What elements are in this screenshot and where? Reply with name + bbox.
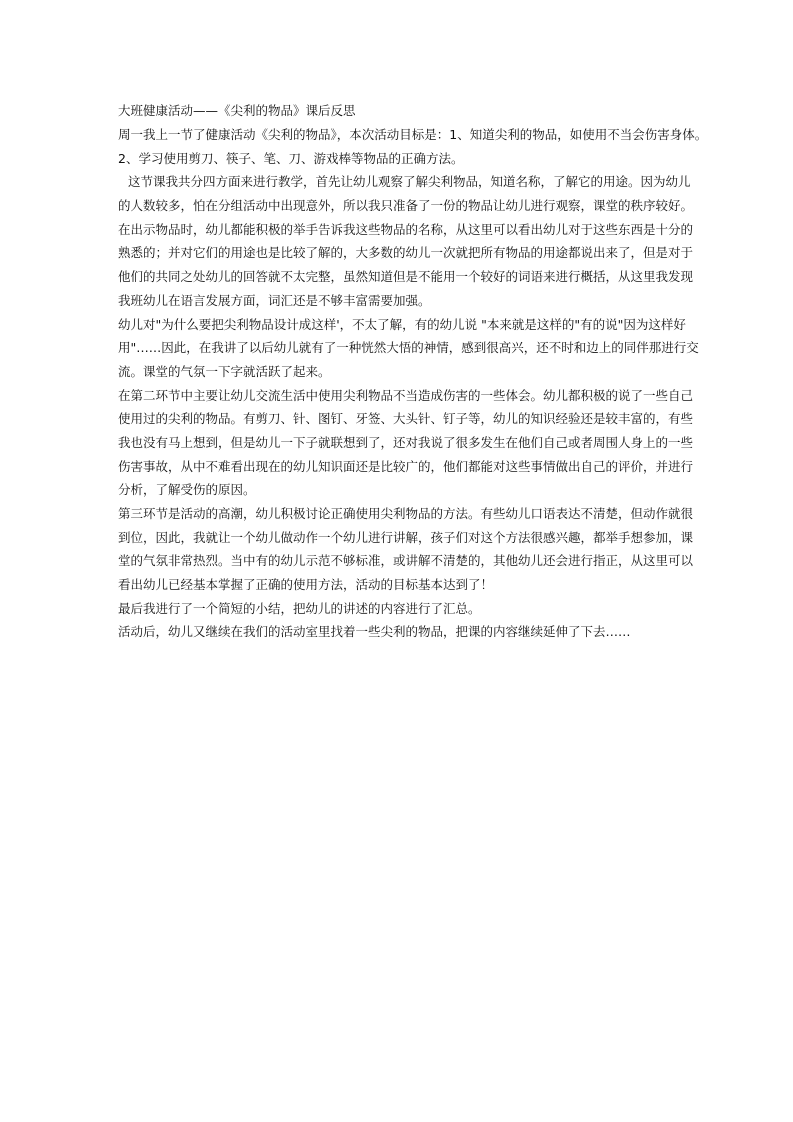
text-line: 看出幼儿已经基本掌握了正确的使用方法，活动的目标基本达到了！	[118, 577, 494, 593]
text-line: 使用过的尖利的物品。有剪刀、针、图钉、牙签、大头针、钉子等，幼儿的知识经验还是较丰富的，有些	[118, 411, 694, 427]
paragraph-design	[118, 313, 699, 384]
text-line: 分析，了解受伤的原因。	[118, 482, 256, 498]
text-line: 在出示物品时，幼儿都能积极的举手告诉我这些物品的名称，从这里可以看出幼儿对于这些东西是十分的	[118, 221, 694, 237]
text-line: 我班幼儿在语言发展方面，词汇还是不够丰富需要加强。	[118, 292, 431, 308]
text-line: 流。课堂的气氛一下字就活跃了起来。	[118, 363, 331, 379]
text-line: 幼儿对"为什么要把尖利物品设计成这样'，不太了解，有的幼儿说 "本来就是这样的"有的说"因为这样好	[118, 316, 686, 332]
text-line: 周一我上一节了健康活动《尖利的物品》，本次活动目标是：1、知道尖利的物品，如使用不当会伤害身体。	[118, 127, 708, 142]
text-line: 活动后，幼儿又继续在我们的活动室里找着一些尖利的物品，把课的内容继续延伸了下去……	[118, 624, 631, 640]
text-line: 用"……因此，在我讲了以后幼儿就有了一种恍然大悟的神情，感到很高兴，还不时和边上的同伴那进行交	[118, 340, 699, 356]
text-line: 他们的共同之处幼儿的回答就不太完整，虽然知道但是不能用一个较好的词语来进行概括，从这里我发现	[118, 269, 694, 285]
text-line: 2、学习使用剪刀、筷子、笔、刀、游戏棒等物品的正确方法。	[118, 150, 464, 166]
text-line: 我也没有马上想到，但是幼儿一下子就联想到了，还对我说了很多发生在他们自己或者周围人身上的一些	[118, 434, 694, 450]
text-line: 第三环节是活动的高潮，幼儿积极讨论正确使用尖利物品的方法。有些幼儿口语表达不清楚，但动作就很	[118, 506, 694, 521]
text-line: 熟悉的；并对它们的用途也是比较了解的，大多数的幼儿一次就把所有物品的用途都说出来了，但是对于	[118, 245, 694, 261]
paragraph-second-section	[118, 384, 694, 502]
paragraph-extension	[118, 620, 678, 644]
text-line: 的人数较多，怕在分组活动中出现意外，所以我只准备了一份的物品让幼儿进行观察，课堂的秩序较好。	[118, 198, 694, 214]
text-line: 堂的气氛非常热烈。当中有的幼儿示范不够标准，或讲解不清楚的，其他幼儿还会进行指正，从这里可以	[118, 553, 694, 569]
document-title: 大班健康活动——《尖利的物品》课后反思	[118, 103, 356, 118]
text-line: 这节课我共分四方面来进行教学，首先让幼儿观察了解尖利物品，知道名称，了解它的用途。因为幼儿	[128, 174, 691, 190]
text-line: 伤害事故，从中不难看出现在的幼儿知识面还是比较广的，他们都能对这些事情做出自己的评价，并进行	[118, 458, 694, 474]
paragraph-goals	[118, 123, 708, 170]
text-line: 最后我进行了一个简短的小结，把幼儿的讲述的内容进行了汇总。	[118, 600, 481, 616]
document-body	[118, 100, 708, 644]
paragraph-summary	[118, 597, 678, 621]
paragraph-observation	[118, 170, 694, 312]
text-line: 到位，因此，我就让一个幼儿做动作一个幼儿进行讲解，孩子们对这个方法很感兴趣，都举手想参加，课	[118, 529, 694, 545]
text-line: 在第二环节中主要让幼儿交流生活中使用尖利物品不当造成伤害的一些体会。幼儿都积极的说了一些自己	[118, 387, 694, 403]
paragraph-third-section	[118, 502, 694, 597]
